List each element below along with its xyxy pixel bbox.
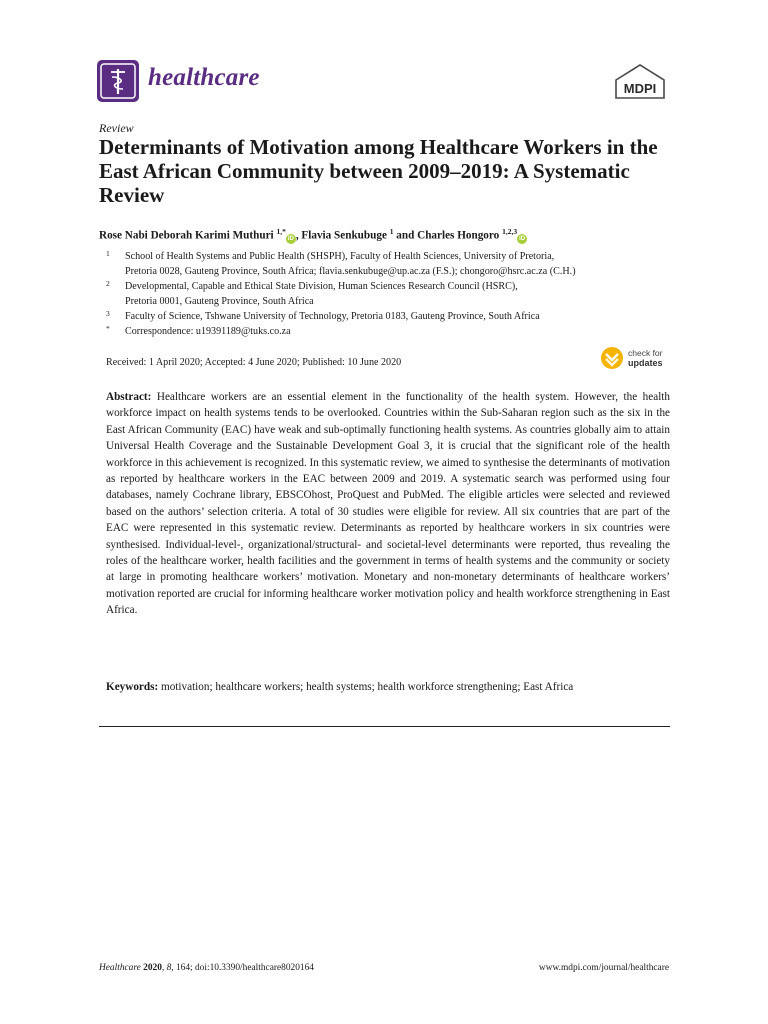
affiliation-text: Pretoria 0028, Gauteng Province, South Africa; flavia.senkubuge@up.ac.za (F.S.); chongoro@hsrc.ac.za (C.H.) (125, 266, 576, 277)
author-affiliation-marker: 1,2,3 (502, 227, 518, 236)
author-affiliation-marker: 1 (389, 227, 394, 236)
author-name: Rose Nabi Deborah Karimi Muthuri (99, 229, 277, 242)
affiliation-number: 3 (106, 309, 110, 318)
keywords-text: motivation; healthcare workers; health systems; health workforce strengthening; East Africa (161, 681, 574, 693)
affiliation-number: 2 (106, 279, 110, 288)
journal-name: healthcare (148, 64, 260, 91)
keywords (106, 679, 670, 695)
author-affiliation-marker: 1,* (276, 227, 286, 236)
publication-dates: Received: 1 April 2020; Accepted: 4 June 2020; Published: 10 June 2020 (106, 357, 402, 368)
affiliation-text: School of Health Systems and Public Health (SHSPH), Faculty of Health Sciences, University of Pretoria, (125, 251, 555, 262)
article-title: Determinants of Motivation among Healthcare Workers in the East African Community between 2009–2019: A Systematic Review (99, 135, 658, 207)
author-separator: and (393, 229, 418, 242)
affiliation-list (106, 249, 666, 344)
check-updates-line2: updates (628, 358, 663, 368)
citation-footer: Healthcare 2020, 8, 164; doi:10.3390/healthcare8020164 (99, 963, 314, 973)
abstract-label: Abstract: (106, 391, 152, 403)
abstract (106, 389, 670, 619)
section-divider (99, 726, 670, 727)
author-separator: , (295, 229, 302, 242)
mdpi-logo-text: MDPI (623, 81, 657, 96)
journal-url[interactable]: www.mdpi.com/journal/healthcare (538, 963, 669, 973)
article-type: Review (99, 121, 134, 135)
keywords-label: Keywords: (106, 681, 159, 693)
author-name: Flavia Senkubuge (301, 229, 390, 242)
abstract-text: Healthcare workers are an essential element in the functionality of the health system. However, the health workforce impact on health systems tends to be overlooked. Countries within the Sub-Saharan region such as the six in the East African Community (EAC) have weak and sub-optimally functioning health systems. As countries globally aim to attain Universal Health Coverage and the Sustainable Development Goal 3, it is crucial that the significant role of the health workforce in this achievement is recognized. In this systematic review, we aimed to synthesise the determinants of motivation as reported by healthcare workers in the EAC between 2009 and 2019. A systematic search was performed using four databases, namely Cochrane library, EBSCOhost, ProQuest and PubMed. The eligible articles were selected and reviewed based on the authors’ selection criteria. A total of 30 studies were eligible for review. All six countries that are part of the EAC were represented in this systematic review. Determinants as reported by healthcare workers in six countries were synthesised. Individual-level-, organizational/structural- and societal-level determinants were reported, thus revealing the roles of the healthcare worker, health facilities and the government in terms of health systems and the community or society at large in promoting healthcare workers’ motivation. Monetary and non-monetary determinants of healthcare workers’ motivation reported are crucial for informing healthcare worker motivation policy and health workforce strengthening in East Africa. (106, 391, 670, 617)
footer-doi: , 164; doi:10.3390/healthcare8020164 (171, 963, 314, 973)
footer-year: 2020 (143, 963, 162, 973)
author-list (99, 227, 527, 244)
mdpi-logo-icon (612, 62, 668, 102)
check-updates-icon (600, 346, 624, 370)
footer-volume: 8 (166, 963, 172, 973)
orcid-icon[interactable]: iD (287, 235, 294, 242)
affiliation-text: Faculty of Science, Tshwane University of Technology, Pretoria 0183, Gauteng Province, South Africa (125, 311, 540, 322)
affiliation-text: Correspondence: u19391189@tuks.co.za (125, 326, 291, 337)
author-name: Charles Hongoro (417, 229, 503, 242)
orcid-icon[interactable]: iD (519, 235, 526, 242)
check-for-updates-badge[interactable] (600, 346, 670, 372)
affiliation-number: * (106, 324, 110, 333)
affiliation-number: 1 (106, 249, 110, 258)
check-updates-line1: check for (628, 348, 663, 358)
affiliation-text: Pretoria 0001, Gauteng Province, South Africa (125, 296, 314, 307)
journal-logo-icon (97, 60, 139, 102)
footer-journal: Healthcare (99, 963, 141, 973)
affiliation-text: Developmental, Capable and Ethical State Division, Human Sciences Research Council (HSRC), (125, 281, 518, 292)
